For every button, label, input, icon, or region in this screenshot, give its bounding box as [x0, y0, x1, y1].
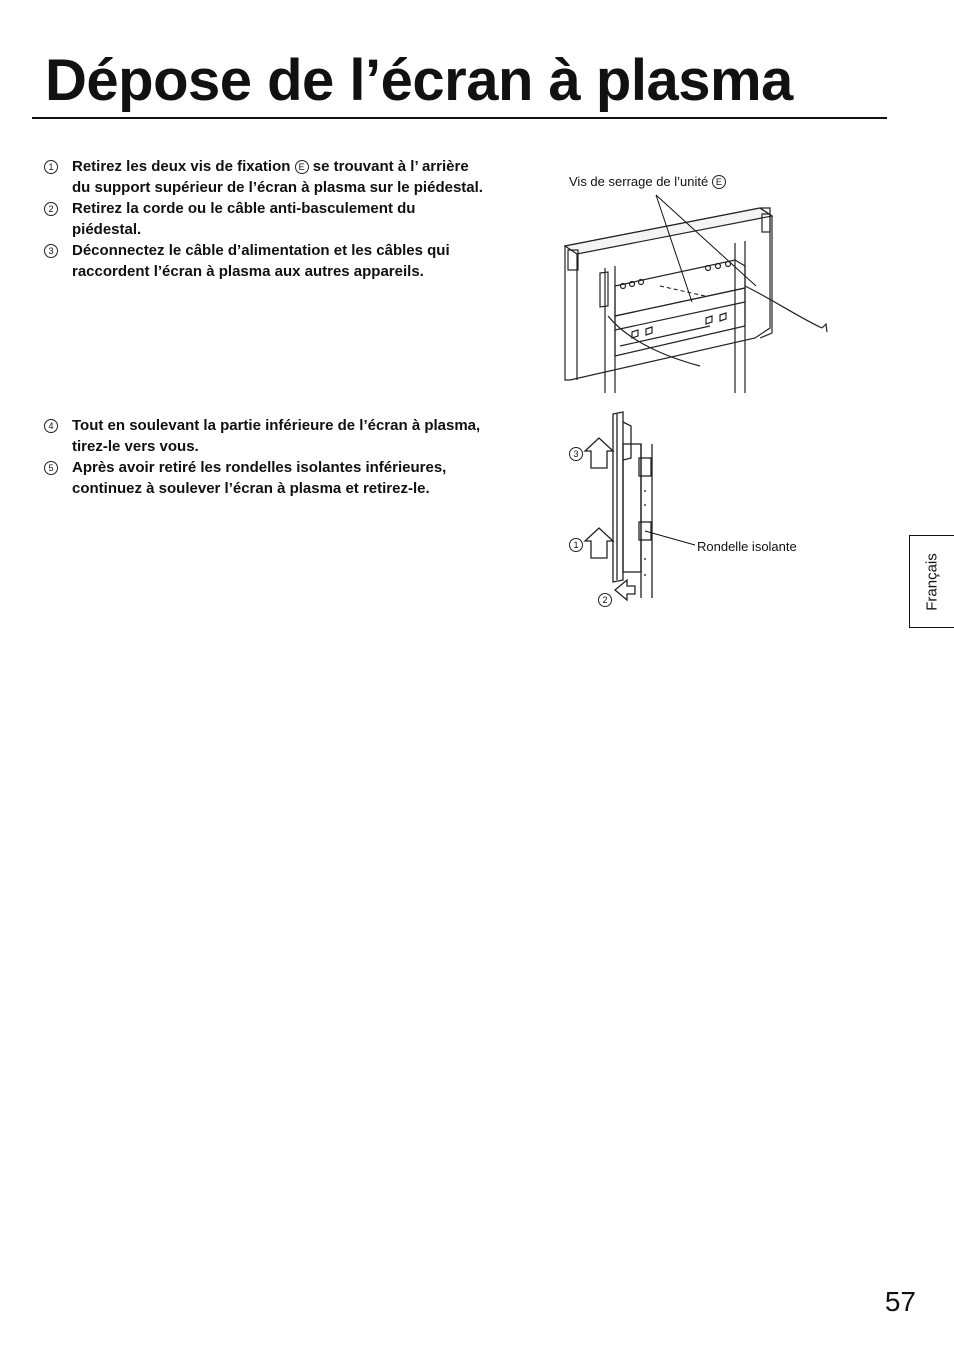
screw-marker-icon: E [712, 175, 726, 189]
step-number-circle: 3 [44, 240, 58, 261]
step-text: Déconnectez le câble d’alimentation et les câbles qui raccordent l’écran à plasma aux autres appareils. [72, 242, 450, 280]
page-number: 57 [884, 1286, 916, 1317]
figure-display-side-view [565, 408, 825, 618]
screw-marker-icon: E [295, 160, 309, 174]
title-underline [32, 117, 887, 119]
language-tab [909, 535, 954, 628]
steps-list-lifting [44, 415, 484, 499]
step-text: Tout en soulevant la partie inférieure de l’écran à plasma, tirez-le vers vous. [72, 417, 481, 455]
steps-list-removal [44, 156, 484, 282]
step-number-circle: 4 [44, 415, 58, 436]
step-3 [44, 240, 484, 282]
step-number-circle: 2 [44, 198, 58, 219]
figure-2-label: Rondelle isolante [697, 539, 797, 554]
step-text: Retirez la corde ou le câble anti-basculement du piédestal. [72, 200, 416, 238]
step-text: Après avoir retiré les rondelles isolantes inférieures, continuez à soulever l’écran à plasma et retirez-le. [72, 459, 447, 497]
step-number-circle: 1 [44, 156, 58, 177]
callout-step-3: 3 [569, 445, 583, 463]
step-number-circle: 5 [44, 457, 58, 478]
figure-1-label: Vis de serrage de l’unité E [569, 174, 726, 189]
callout-step-1: 1 [569, 536, 583, 554]
step-1 [44, 156, 484, 198]
step-2 [44, 198, 484, 240]
step-5 [44, 457, 484, 499]
language-label: Français [923, 552, 941, 611]
step-text: Retirez les deux vis de fixation [72, 158, 291, 175]
callout-step-2: 2 [598, 591, 612, 609]
page-title: Dépose de l’écran à plasma [45, 48, 793, 113]
step-text-continued: se trouvant à l’ arrière du support supérieur de l’écran à plasma sur le piédestal. [72, 158, 483, 196]
step-4 [44, 415, 484, 457]
figure-display-rear-view [560, 168, 840, 393]
